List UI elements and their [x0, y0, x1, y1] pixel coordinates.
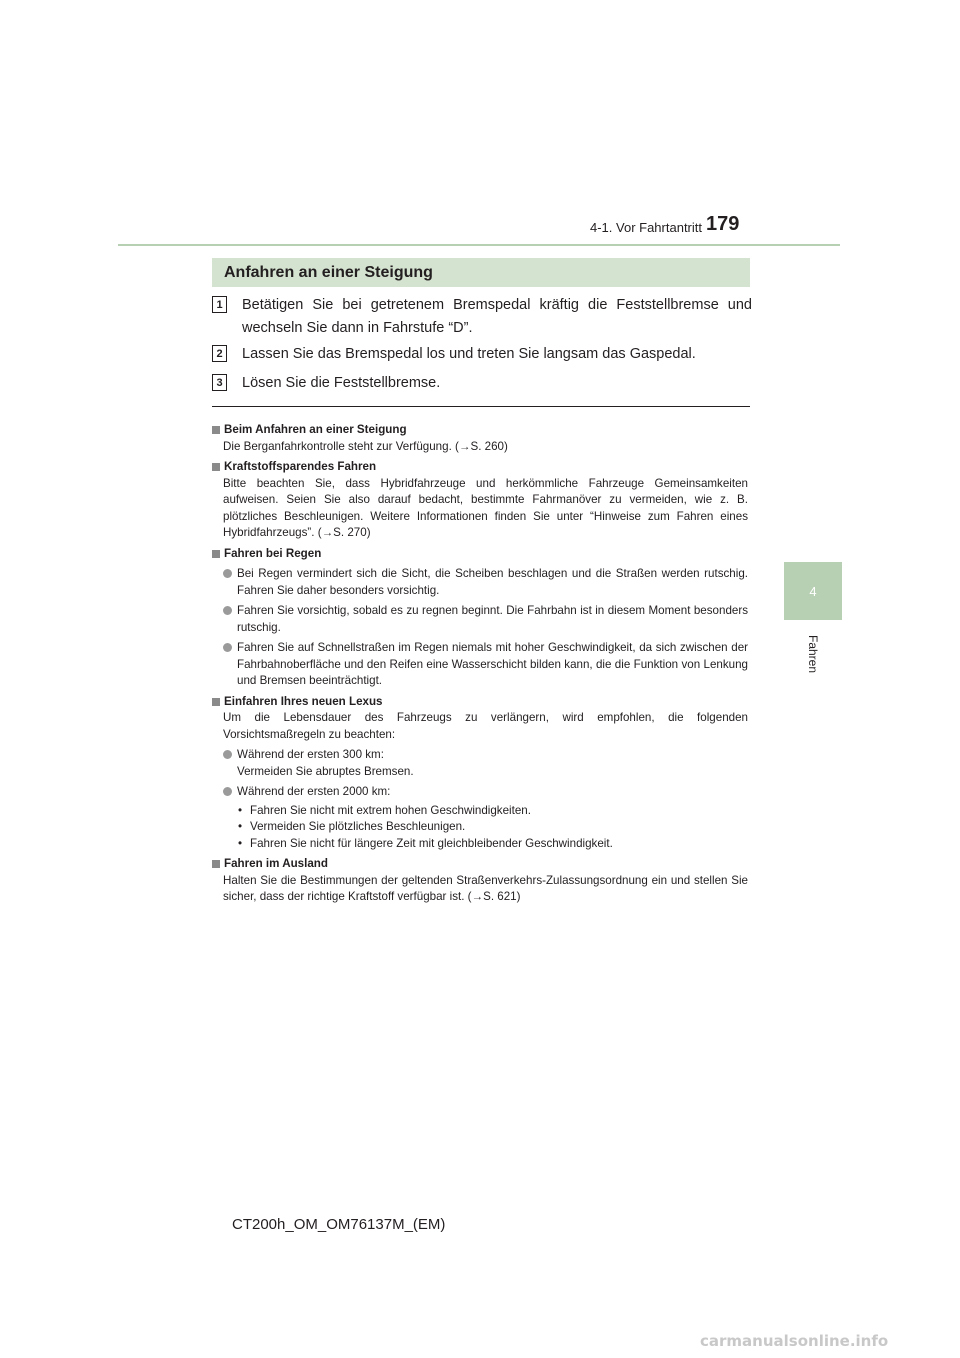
square-bullet-icon [212, 698, 220, 706]
list-item: Fahren Sie vorsichtig, sobald es zu regnen beginnt. Die Fahrbahn ist in diesem Moment besonders rutschig. [223, 603, 748, 636]
round-bullet-icon [223, 569, 232, 578]
list-item: Fahren Sie auf Schnellstraßen im Regen niemals mit hoher Geschwindigkeit, da sich zwischen der Fahrbahnoberfläche und den Reifen eine Wasserschicht bilden kann, die die Funktion von Lenkung und Bremsen beeinträchtigt. [223, 640, 748, 690]
header-rule [118, 244, 840, 246]
note-heading-rain: Fahren bei Regen [212, 546, 748, 563]
round-bullet-icon [223, 787, 232, 796]
sub-list-item: • Fahren Sie nicht mit extrem hohen Geschwindigkeiten. [238, 803, 531, 817]
note-heading-breakin: Einfahren Ihres neuen Lexus [212, 694, 748, 711]
step-number-badge: 2 [212, 345, 227, 362]
square-bullet-icon [212, 860, 220, 868]
page-number: 179 [706, 213, 740, 235]
square-bullet-icon [212, 426, 220, 434]
step-text: Lösen Sie die Feststellbremse. [242, 375, 441, 391]
round-bullet-icon [223, 606, 232, 615]
section-title: Anfahren an einer Steigung [212, 258, 750, 287]
notes-section [212, 418, 748, 906]
note-heading-fuel: Kraftstoffsparendes Fahren [212, 459, 748, 476]
note-body-fuel: Bitte beachten Sie, dass Hybridfahrzeuge und herkömmliche Fahrzeuge Gemeinsamkeiten aufweisen. Seien Sie also darauf bedacht, bestimmte Fahrmanöver zu vermeiden, wie z. B. plötzliches Beschleunigen. Weitere Informationen finden Sie unter “Hinweise zum Fahren eines Hybridfahrzeugs”. (→S. 270) [223, 476, 748, 539]
step-2 [212, 343, 752, 366]
note-heading-abroad: Fahren im Ausland [212, 856, 748, 873]
step-number-badge: 3 [212, 374, 227, 391]
note-heading-hill: Beim Anfahren an einer Steigung [212, 422, 748, 439]
step-3 [212, 372, 752, 395]
sub-list [238, 803, 748, 853]
round-bullet-icon [223, 750, 232, 759]
chapter-tab [784, 562, 842, 620]
list-item: Während der ersten 300 km: Vermeiden Sie abruptes Bremsen. [223, 747, 748, 780]
step-text: Lassen Sie das Bremspedal los und treten Sie langsam das Gaspedal. [242, 346, 696, 362]
step-number-badge: 1 [212, 296, 227, 313]
list-item: Während der ersten 2000 km: [223, 784, 748, 801]
watermark: carmanualsonline.info [700, 1332, 889, 1350]
section-divider [212, 406, 750, 407]
note-body-hill: Die Berganfahrkontrolle steht zur Verfügung. (→S. 260) [223, 439, 508, 453]
note-body-breakin: Um die Lebensdauer des Fahrzeugs zu verlängern, wird empfohlen, die folgenden Vorsichtsmaßregeln zu beachten: [223, 711, 748, 741]
header-section-title: 4-1. Vor Fahrtantritt [590, 220, 702, 235]
step-text: Betätigen Sie bei getretenem Bremspedal kräftig die Feststellbremse und wechseln Sie dann in Fahrstufe “D”. [242, 297, 752, 336]
list-item: Bei Regen vermindert sich die Sicht, die Scheiben beschlagen und die Straßen werden rutschig. Fahren Sie daher besonders vorsichtig. [223, 566, 748, 599]
round-bullet-icon [223, 643, 232, 652]
sub-list-item: • Vermeiden Sie plötzliches Beschleunigen. [238, 820, 466, 833]
note-body-abroad: Halten Sie die Bestimmungen der geltenden Straßenverkehrs-Zulassungsordnung ein und stellen Sie sicher, dass der richtige Kraftstoff verfügbar ist. (→S. 621) [223, 873, 748, 903]
square-bullet-icon [212, 463, 220, 471]
chapter-number: 4 [809, 583, 817, 599]
sub-list-item: • Fahren Sie nicht für längere Zeit mit gleichbleibender Geschwindigkeit. [238, 836, 613, 850]
square-bullet-icon [212, 550, 220, 558]
document-code: CT200h_OM_OM76137M_(EM) [232, 1216, 446, 1233]
chapter-label: Fahren [806, 634, 820, 674]
step-1 [212, 294, 752, 340]
